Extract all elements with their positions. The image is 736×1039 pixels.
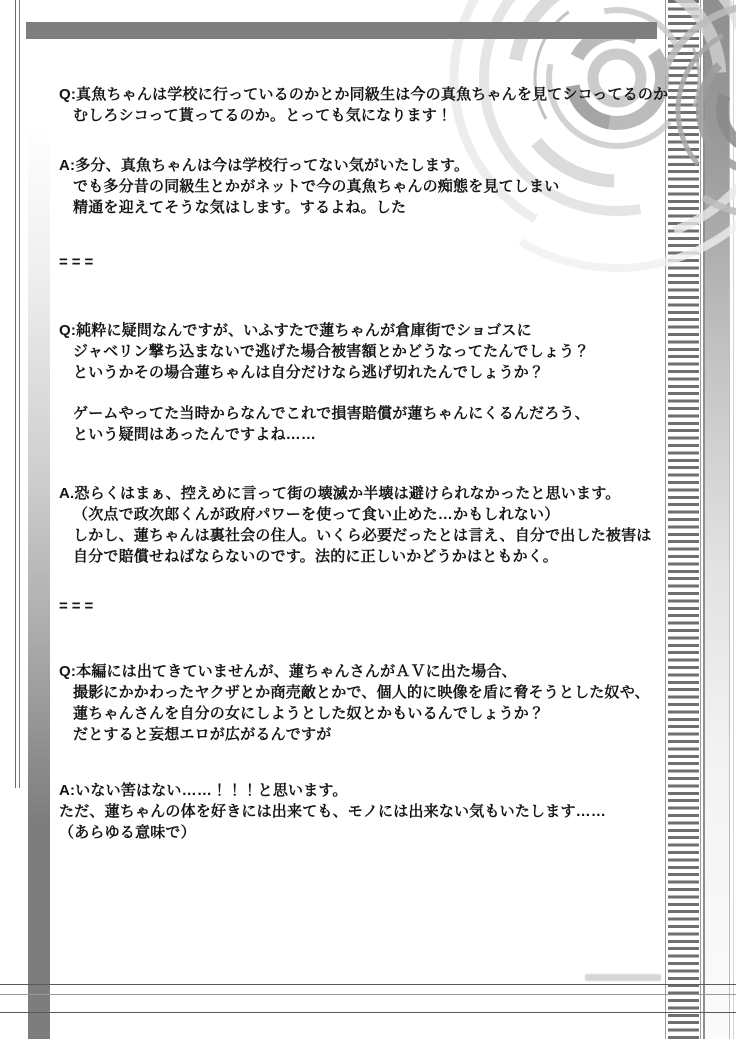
right-border-line	[665, 0, 666, 1039]
answer-line: 精通を迎えてそうな気はします。するよね。した	[73, 199, 407, 216]
left-border-line-outer	[15, 0, 16, 788]
qa2-question-part1	[59, 320, 590, 383]
question-line: 撮影にかかわったヤクザとか商売敵とかで、個人的に映像を盾に脅そうとした奴や、	[73, 684, 650, 701]
binding-stripes	[668, 0, 699, 1039]
answer-line: （あらゆる意味で）	[59, 824, 196, 841]
question-line: Q:純粋に疑問なんですが、いふすたで蓮ちゃんが倉庫街でショゴスに	[59, 322, 532, 339]
right-gradient-column	[705, 0, 729, 1039]
answer-line: しかし、蓮ちゃんは裏社会の住人。いくら必要だったとは言え、自分で出した被害は	[73, 527, 652, 544]
footer-rule-line	[0, 984, 736, 985]
qa3-answer	[59, 780, 606, 843]
question-line: というかその場合蓮ちゃんは自分だけなら逃げ切れたんでしょうか？	[73, 364, 545, 381]
qa2-question-part2	[59, 403, 590, 445]
answer-line: 自分で賠償せねばならないのです。法的に正しいかどうかはともかく。	[73, 548, 558, 565]
answer-line: でも多分昔の同級生とかがネットで今の真魚ちゃんの痴態を見てしまい	[73, 178, 560, 195]
qa2-answer	[59, 483, 652, 567]
right-border-line	[700, 0, 701, 1039]
question-line: だとすると妄想エロが広がるんですが	[73, 726, 332, 743]
answer-line: A:多分、真魚ちゃんは今は学校行ってない気がいたします。	[59, 157, 470, 174]
qa1-question	[59, 84, 668, 126]
question-line: ジャベリン撃ち込まないで逃げた場合被害額とかどうなってたんでしょう？	[73, 343, 590, 360]
qa3-question	[59, 661, 650, 745]
question-line: という疑問はあったんですよね……	[73, 426, 317, 443]
right-border-line	[729, 0, 730, 1039]
section-separator: ===	[59, 597, 98, 616]
question-line: Q:本編には出てきていませんが、蓮ちゃんさんがＡＶに出た場合、	[59, 663, 517, 680]
right-edge-line	[733, 0, 734, 1039]
answer-line: ただ、蓮ちゃんの体を好きには出来ても、モノには出来ない気もいたします……	[59, 803, 607, 820]
footer-watermark	[585, 974, 661, 981]
footer-rule-line	[0, 994, 736, 995]
section-separator: ===	[59, 253, 98, 272]
question-line: 蓮ちゃんさんを自分の女にしようとした奴とかもいるんでしょうか？	[73, 705, 545, 722]
qa1-answer	[59, 155, 559, 218]
answer-line: A:いない筈はない……！！！と思います。	[59, 782, 348, 799]
question-line: むしろシコって貰ってるのか。とっても気になります！	[73, 107, 453, 124]
question-line: Q:真魚ちゃんは学校に行っているのかとか同級生は今の真魚ちゃんを見てシコってるのか	[59, 86, 669, 103]
answer-line: A.恐らくはまぁ、控えめに言って街の壊滅か半壊は避けられなかったと思います。	[59, 485, 621, 502]
right-border-line	[703, 0, 705, 1039]
left-accent-bar	[28, 0, 50, 1039]
question-line: ゲームやってた当時からなんでこれで損害賠償が蓮ちゃんにくるんだろう、	[73, 405, 590, 422]
header-bar	[26, 22, 657, 39]
left-border-line-inner	[19, 0, 20, 788]
answer-line: （次点で政次郎くんが政府パワーを使って食い止めた…かもしれない）	[73, 506, 560, 523]
footer-rule-line	[0, 1012, 736, 1013]
